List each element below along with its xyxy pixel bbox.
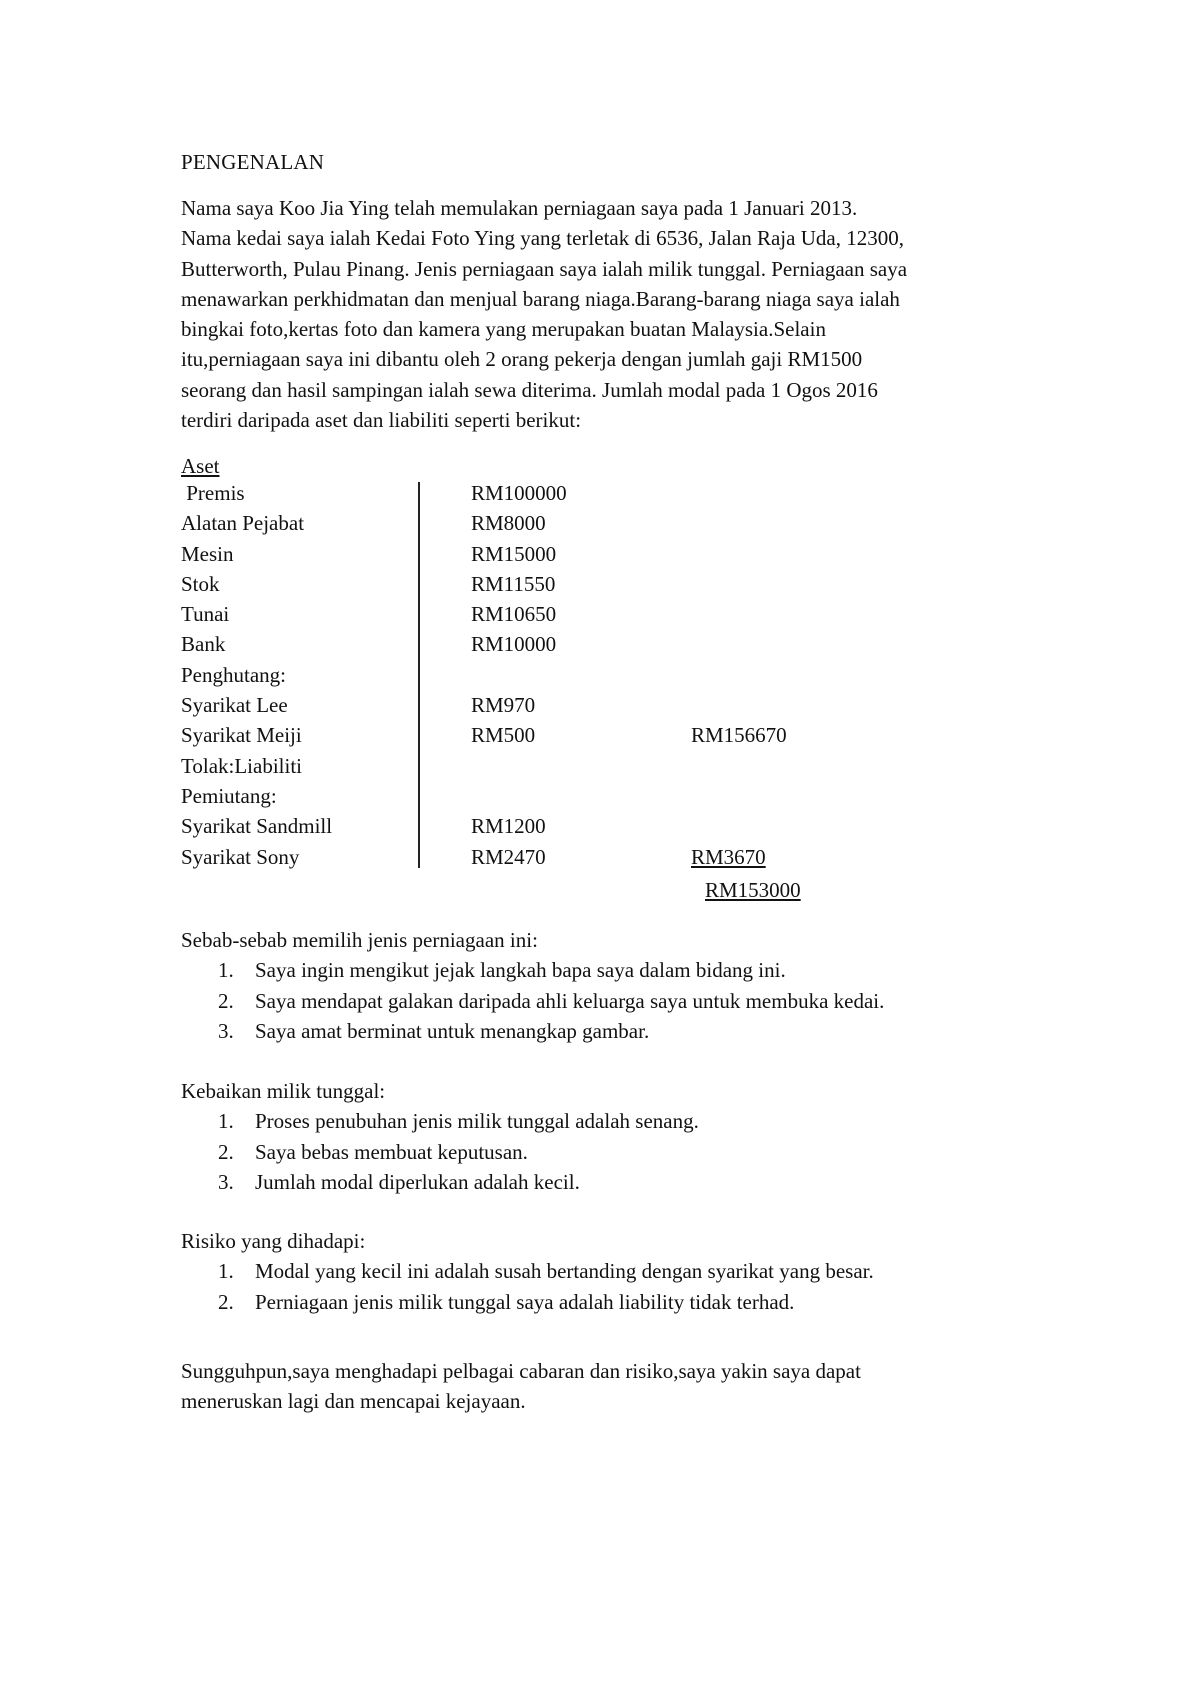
row-label: Mesin: [181, 541, 234, 566]
advantages-list: [181, 1106, 699, 1197]
list-number: 1.: [218, 1109, 234, 1134]
list-number: 2.: [218, 1139, 234, 1164]
table-row: [181, 508, 831, 538]
row-label: Stok: [181, 571, 220, 596]
intro-line: bingkai foto,kertas foto dan kamera yang merupakan buatan Malaysia.Selain: [181, 317, 826, 342]
asset-heading: Aset: [181, 454, 220, 478]
row-label: Syarikat Sony: [181, 844, 300, 869]
list-item: [181, 1016, 884, 1046]
closing-line: meneruskan lagi dan mencapai kejayaan.: [181, 1389, 526, 1414]
row-subtotal: RM156670: [691, 723, 787, 748]
page-title: PENGENALAN: [181, 150, 325, 174]
section-title: Sebab-sebab memilih jenis perniagaan ini:: [181, 928, 538, 952]
row-label: Penghutang:: [181, 662, 286, 687]
row-label: Syarikat Lee: [181, 693, 288, 718]
list-item: [181, 1137, 699, 1167]
section-title: Kebaikan milik tunggal:: [181, 1079, 386, 1103]
intro-line: Nama saya Koo Jia Ying telah memulakan perniagaan saya pada 1 Januari 2013.: [181, 196, 858, 220]
row-label: Alatan Pejabat: [181, 511, 305, 536]
row-subtotal: RM3670: [691, 844, 766, 869]
list-item: [181, 1167, 699, 1197]
row-label: Bank: [181, 632, 226, 657]
list-item: [181, 1287, 874, 1317]
list-text: Saya ingin mengikut jejak langkah bapa saya dalam bidang ini.: [255, 958, 786, 983]
intro-line: Nama kedai saya ialah Kedai Foto Ying yang terletak di 6536, Jalan Raja Uda, 12300,: [181, 226, 904, 251]
intro-line: menawarkan perkhidmatan dan menjual barang niaga.Barang-barang niaga saya ialah: [181, 286, 900, 311]
list-number: 3.: [218, 1169, 234, 1194]
table-row: [181, 660, 831, 690]
list-text: Perniagaan jenis milik tunggal saya adalah liability tidak terhad.: [255, 1289, 795, 1314]
list-item: [181, 955, 884, 985]
row-label: Premis: [181, 481, 245, 505]
risks-list: [181, 1256, 874, 1317]
list-text: Saya bebas membuat keputusan.: [255, 1139, 528, 1164]
list-item: [181, 986, 884, 1016]
list-number: 2.: [218, 988, 234, 1013]
table-row: [181, 629, 831, 659]
row-label: Pemiutang:: [181, 783, 277, 808]
table-row: [181, 811, 831, 841]
closing-line: Sungguhpun,saya menghadapi pelbagai cabaran dan risiko,saya yakin saya dapat: [181, 1359, 861, 1383]
row-amount: RM500: [471, 723, 536, 748]
list-text: Modal yang kecil ini adalah susah bertanding dengan syarikat yang besar.: [255, 1259, 874, 1284]
intro-line: itu,perniagaan saya ini dibantu oleh 2 orang pekerja dengan jumlah gaji RM1500: [181, 347, 863, 372]
intro-line: seorang dan hasil sampingan ialah sewa diterima. Jumlah modal pada 1 Ogos 2016: [181, 377, 878, 402]
row-label: Tolak:Liabiliti: [181, 753, 303, 778]
list-number: 2.: [218, 1289, 234, 1314]
advantages-section: [181, 1076, 699, 1197]
list-text: Saya mendapat galakan daripada ahli keluarga saya untuk membuka kedai.: [255, 988, 885, 1013]
reasons-list: [181, 955, 884, 1046]
row-amount: RM8000: [471, 511, 546, 536]
table-row: [181, 842, 831, 872]
row-label: Syarikat Meiji: [181, 723, 302, 748]
list-item: [181, 1256, 874, 1286]
reasons-section: [181, 925, 884, 1046]
risks-section: [181, 1226, 874, 1317]
table-row: [181, 539, 831, 569]
asset-table: [181, 478, 831, 872]
row-amount: RM100000: [471, 481, 567, 505]
list-item: [181, 1106, 699, 1136]
list-number: 1.: [218, 1259, 234, 1284]
list-text: Jumlah modal diperlukan adalah kecil.: [255, 1169, 580, 1194]
list-text: Saya amat berminat untuk menangkap gambar.: [255, 1018, 650, 1043]
list-number: 3.: [218, 1018, 234, 1043]
list-text: Proses penubuhan jenis milik tunggal adalah senang.: [255, 1109, 699, 1134]
intro-line: Butterworth, Pulau Pinang. Jenis perniagaan saya ialah milik tunggal. Perniagaan saya: [181, 256, 908, 281]
row-amount: RM970: [471, 693, 536, 718]
table-row: [181, 720, 831, 750]
table-row: [181, 478, 831, 508]
section-title: Risiko yang dihadapi:: [181, 1229, 366, 1253]
row-amount: RM1200: [471, 814, 546, 839]
row-label: Syarikat Sandmill: [181, 814, 333, 839]
intro-line: terdiri daripada aset dan liabiliti seperti berikut:: [181, 408, 582, 433]
intro-paragraph: [181, 193, 1041, 435]
table-row: [181, 569, 831, 599]
closing-paragraph: [181, 1356, 861, 1417]
row-amount: RM10650: [471, 602, 557, 627]
row-amount: RM10000: [471, 632, 557, 657]
total-capital: RM153000: [705, 878, 801, 902]
row-amount: RM11550: [471, 571, 556, 596]
row-label: Tunai: [181, 602, 230, 627]
row-amount: RM15000: [471, 541, 557, 566]
table-row: [181, 781, 831, 811]
table-row: [181, 690, 831, 720]
table-row: [181, 599, 831, 629]
table-row: [181, 751, 831, 781]
list-number: 1.: [218, 958, 234, 983]
row-amount: RM2470: [471, 844, 546, 869]
